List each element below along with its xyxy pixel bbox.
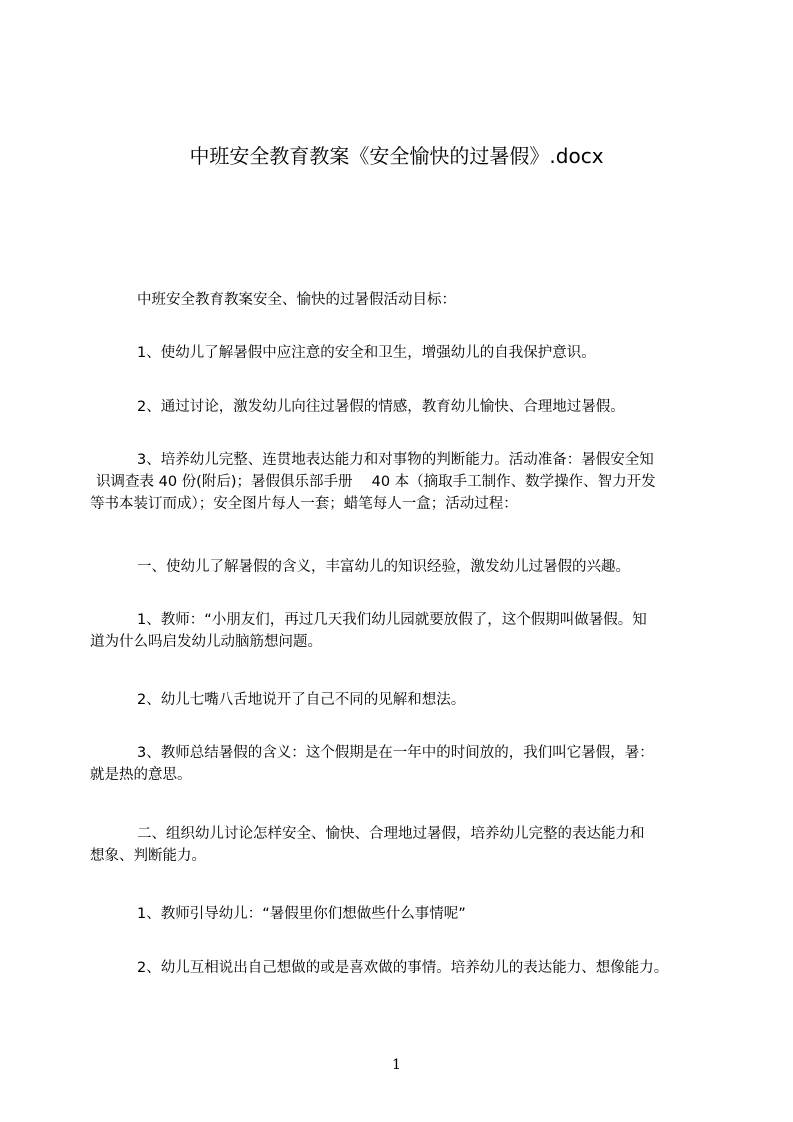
paragraph-step-1-2: [137, 689, 465, 711]
paragraph-line: 1、教师引导幼儿：“暑假里你们想做些什么事情呢”: [137, 906, 466, 922]
paragraph-line: 2、通过讨论，激发幼儿向往过暑假的情感，教育幼儿愉快、合理地过暑假。: [137, 399, 625, 415]
paragraph-goal-2: [137, 396, 625, 418]
paragraph-line: 一、使幼儿了解暑假的含义，丰富幼儿的知识经验，激发幼儿过暑假的兴趣。: [137, 559, 630, 575]
paragraph-line: 就是热的意思。: [90, 767, 192, 783]
paragraph-step-2: [90, 823, 645, 867]
paragraph-line: 想象、判断能力。: [90, 848, 206, 864]
paragraph-line: 2、幼儿七嘴八舌地说开了自己不同的见解和想法。: [137, 692, 466, 708]
paragraph-step-2-2: [137, 957, 668, 979]
paragraph-intro: [137, 289, 456, 311]
paragraph-line: 1、使幼儿了解暑假中应注意的安全和卫生，增强幼儿的自我保护意识。: [137, 345, 596, 361]
paragraph-step-1: [137, 556, 630, 578]
paragraph-line: 二、组织幼儿讨论怎样安全、愉快、合理地过暑假，培养幼儿完整的表达能力和: [137, 826, 645, 842]
page-number: 1: [392, 1057, 401, 1073]
paragraph-step-1-3: [90, 742, 654, 786]
paragraph-line: 3、教师总结暑假的含义：这个假期是在一年中的时间放的，我们叫它暑假，暑：: [137, 745, 654, 761]
paragraph-goal-1: [137, 342, 596, 364]
paragraph-line: 1、教师：“小朋友们，再过几天我们幼儿园就要放假了，这个假期叫做暑假。知: [137, 612, 647, 628]
paragraph-line: 3、培养幼儿完整、连贯地表达能力和对事物的判断能力。活动准备：暑假安全知: [137, 452, 654, 468]
paragraph-line: 等书本装订而成）；安全图片每人一套；蜡笔每人一盒；活动过程：: [90, 496, 518, 512]
paragraph-step-2-1: [137, 903, 466, 925]
paragraph-step-1-1: [90, 609, 647, 653]
paragraph-line: 识调查表 40 份(附后)；暑假俱乐部手册 40 本（摘取手工制作、数学操作、智力开发: [96, 474, 656, 490]
paragraph-line: 中班安全教育教案安全、愉快的过暑假活动目标：: [137, 292, 456, 308]
paragraph-line: 道为什么吗启发幼儿动脑筋想问题。: [90, 634, 322, 650]
paragraph-line: 2、幼儿互相说出自己想做的或是喜欢做的事情。培养幼儿的表达能力、想像能力。: [137, 960, 669, 976]
document-title: 中班安全教育教案《安全愉快的过暑假》.docx: [189, 144, 604, 168]
paragraph-goal-3: [90, 449, 656, 515]
